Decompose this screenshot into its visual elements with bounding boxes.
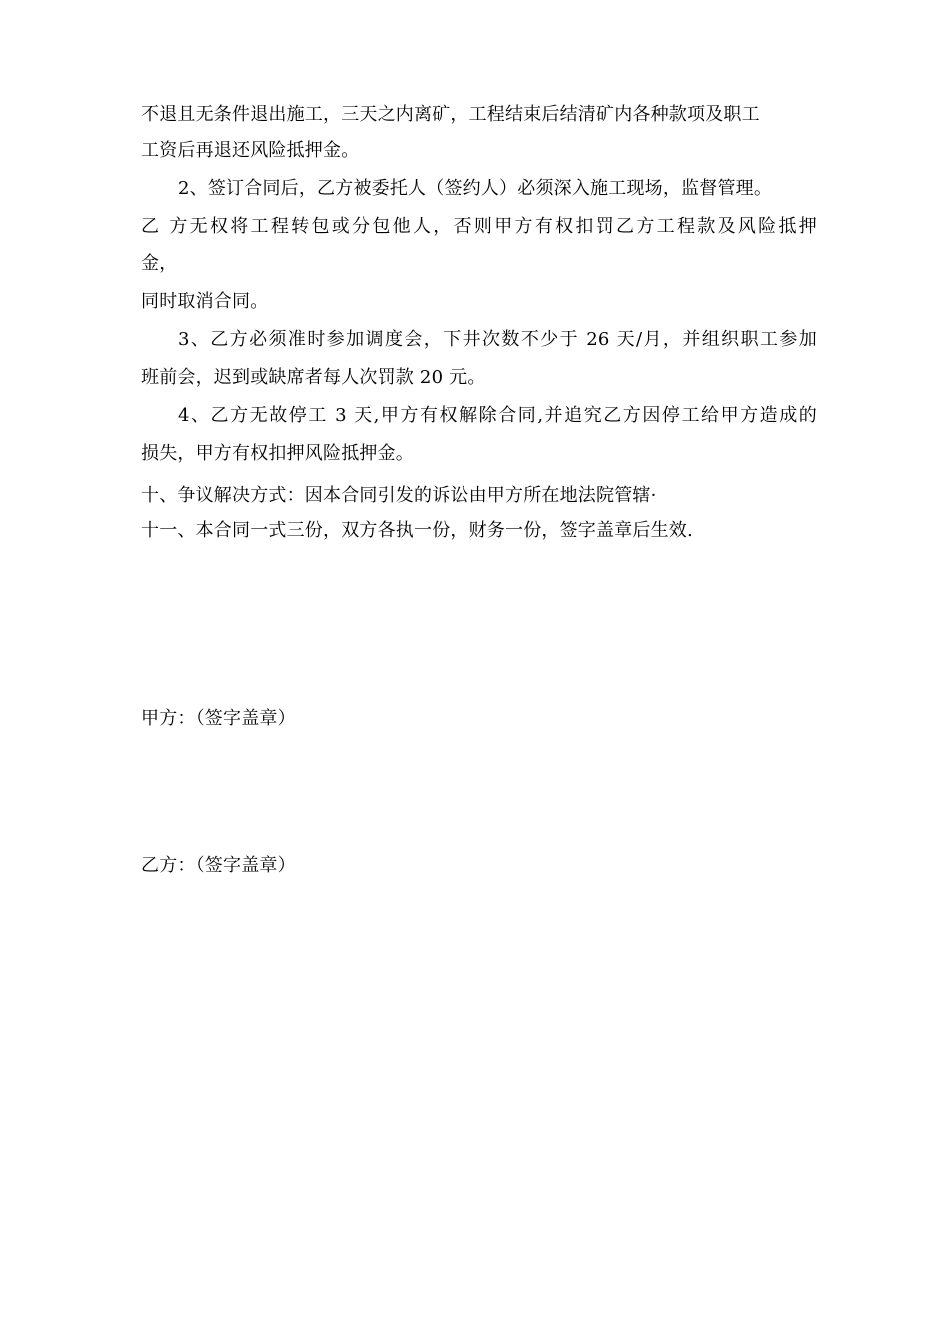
section-10-dispute-resolution: 十、争议解决方式：因本合同引发的诉讼由甲方所在地法院管辖· xyxy=(141,485,657,506)
party-b-signature: 乙方：（签字盖章） xyxy=(141,855,296,876)
clause-2-line: 同时取消合同。 xyxy=(141,291,269,312)
clause-2-line: 金， xyxy=(141,253,178,274)
party-a-signature: 甲方：（签字盖章） xyxy=(141,708,296,729)
clause-4-line: 损失，甲方有权扣押风险抵押金。 xyxy=(141,443,414,464)
clause-3-line: 班前会，迟到或缺席者每人次罚款 20 元。 xyxy=(141,367,486,388)
clause-2-line: 2、签订合同后，乙方被委托人（签约人）必须深入施工现场，监督管理。 xyxy=(178,178,773,199)
clause-4-line: 4、乙方无故停工 3 天,甲方有权解除合同,并追究乙方因停工给甲方造成的 xyxy=(178,405,817,426)
paragraph-line: 不退且无条件退出施工，三天之内离矿，工程结束后结清矿内各种款项及职工 xyxy=(141,104,760,125)
clause-2-line: 乙 方无权将工程转包或分包他人，否则甲方有权扣罚乙方工程款及风险抵押 xyxy=(141,216,817,237)
section-11-copies-effect: 十一、本合同一式三份，双方各执一份，财务一份，签字盖章后生效. xyxy=(141,520,693,541)
paragraph-line: 工资后再退还风险抵押金。 xyxy=(141,140,360,161)
clause-3-line: 3、乙方必须准时参加调度会，下井次数不少于 26 天/月，并组织职工参加 xyxy=(178,329,817,350)
